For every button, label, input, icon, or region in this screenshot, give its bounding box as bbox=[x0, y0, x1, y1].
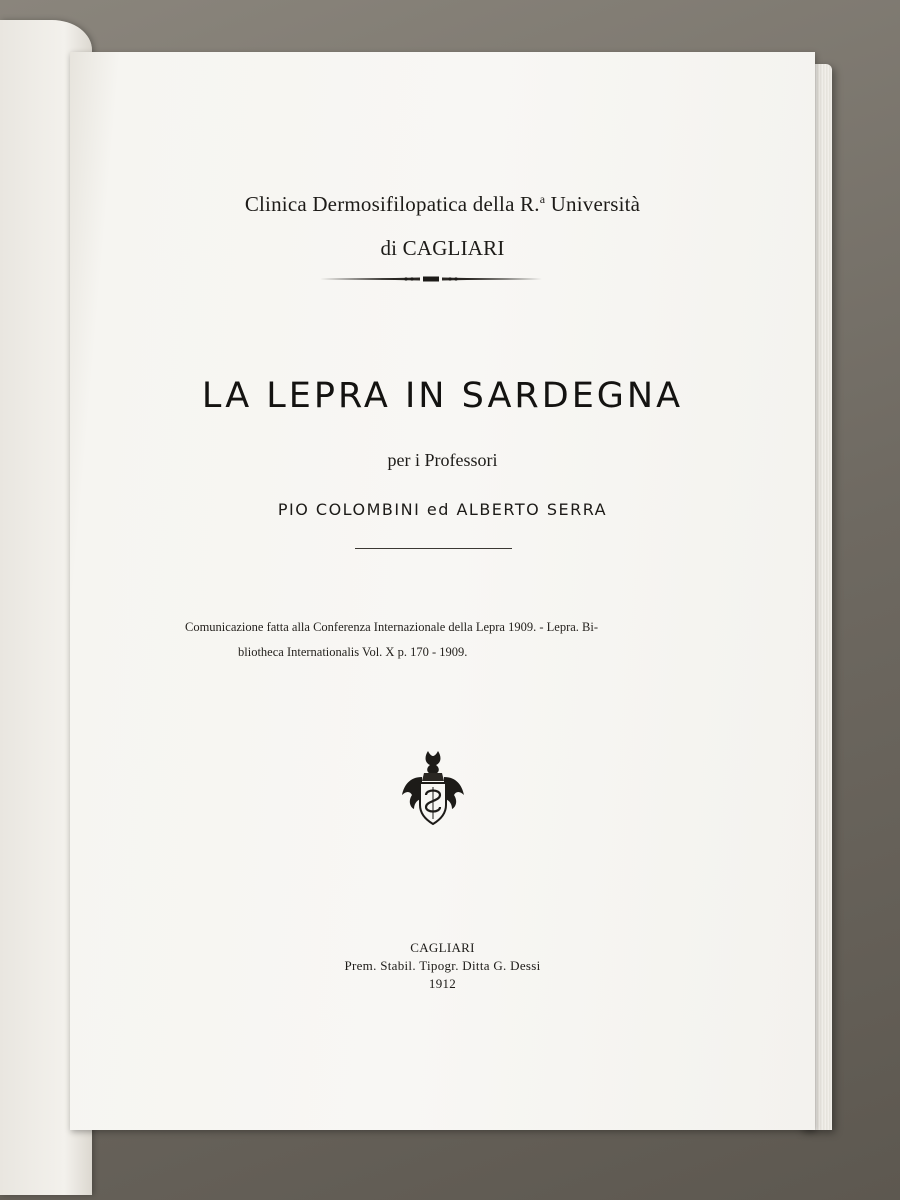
institution-line-2: di CAGLIARI bbox=[380, 236, 505, 260]
divider-rule bbox=[355, 548, 512, 549]
institution-text: Clinica Dermosifilopatica della R. bbox=[244, 192, 540, 216]
byline-intro: per i Professori bbox=[387, 450, 498, 470]
heraldic-crest-icon bbox=[398, 747, 468, 827]
note-line-1: Comunicazione fatta alla Conferenza Internazionale della Lepra 1909. - Lepra. Bi- bbox=[185, 620, 599, 634]
ornamental-rule-icon bbox=[320, 274, 542, 284]
book-title: LA LEPRA IN SARDEGNA bbox=[201, 376, 684, 416]
imprint-city: CAGLIARI bbox=[410, 940, 475, 955]
title-page bbox=[70, 52, 815, 1130]
institution-line-1 bbox=[70, 192, 815, 217]
imprint-year: 1912 bbox=[428, 976, 457, 991]
superscript-a: a bbox=[539, 192, 546, 206]
imprint-printer: Prem. Stabil. Tipogr. Ditta G. Dessi bbox=[344, 958, 541, 973]
note-line-2: bliotheca Internationalis Vol. X p. 170 - 1909. bbox=[238, 645, 468, 659]
authors: PIO COLOMBINI ed ALBERTO SERRA bbox=[277, 500, 608, 519]
institution-text-end: Università bbox=[545, 192, 641, 216]
